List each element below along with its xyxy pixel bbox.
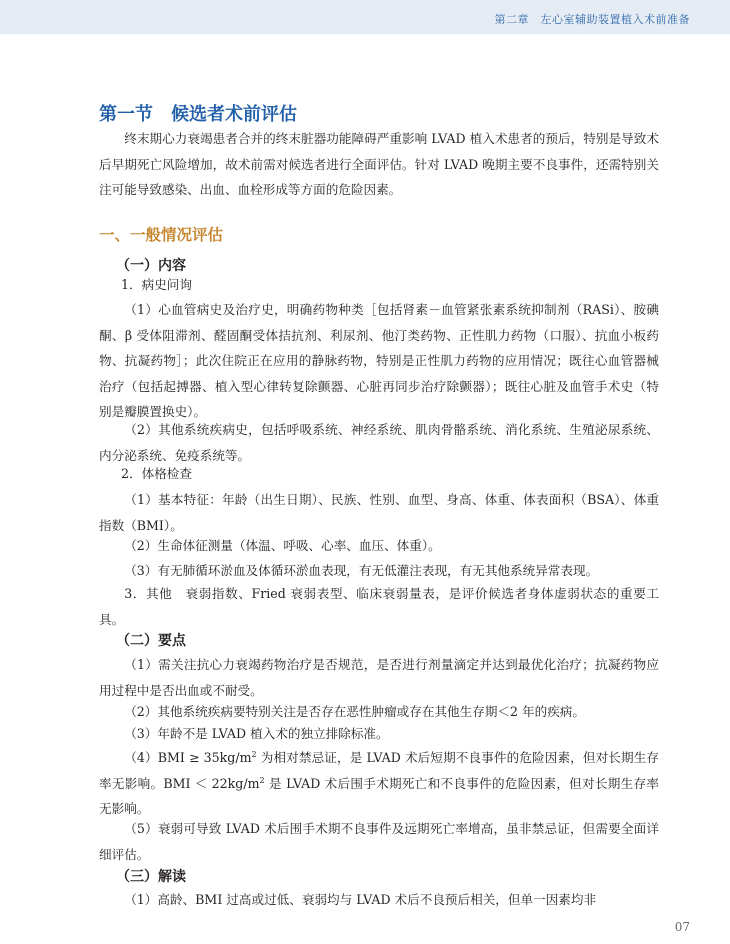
- keypoint-4-text-c: 是 LVAD 术后围手术期死亡和不良事件的危险因素，但对长期生存率无影响。: [99, 775, 659, 816]
- running-header: [0, 0, 730, 34]
- heading-interpretation: （三）解读: [116, 869, 186, 885]
- keypoint-4: [99, 745, 659, 822]
- keypoint-4-text-a: （4）BMI ≥ 35kg/m: [124, 750, 252, 765]
- exam-paragraph-2: （2）生命体征测量（体温、呼吸、心率、血压、体重）。: [124, 538, 441, 553]
- keypoint-3: （3）年龄不是 LVAD 植入术的独立排除标准。: [124, 726, 389, 741]
- heading-keypoints: （二）要点: [116, 633, 186, 649]
- exam-label: 2．体格检查: [121, 466, 192, 481]
- history-label: 1．病史问询: [121, 277, 192, 292]
- chapter-title: 第二章 左心室辅助装置植入术前准备: [494, 13, 690, 26]
- history-paragraph-1: （1）心血管病史及治疗史，明确药物种类［包括肾素－血管紧张素系统抑制剂（RASi）、胺碘酮、β 受体阻滞剂、醛固酮受体拮抗剂、利尿剂、他汀类药物、正性肌力药物（口服）、抗血小板药物、抗凝药物］；此次住院正在应用的静脉药物，特别是正性肌力药物的应用情况；既往心血管器械治疗（包括起搏器、植入型心律转复除颤器、心脏再同步治疗除颤器）；既往心脏及血管手术史（特别是瓣膜置换史）。: [99, 302, 659, 419]
- history-paragraph-2: （2）其他系统疾病史，包括呼吸系统、神经系统、肌肉骨骼系统、消化系统、生殖泌尿系统、内分泌系统、免疫系统等。: [99, 422, 659, 463]
- heading-content: （一）内容: [116, 258, 186, 274]
- other-tools-paragraph: 3．其他 衰弱指数、Fried 衰弱表型、临床衰弱量表，是评价候选者身体虚弱状态的重要工具。: [99, 586, 659, 627]
- intro-paragraph: 终末期心力衰竭患者合并的终末脏器功能障碍严重影响 LVAD 植入术患者的预后，特别是导致术后早期死亡风险增加，故术前需对候选者进行全面评估。针对 LVAD 晚期主要不良事件，还需特别关注可能导致感染、出血、血栓形成等方面的危险因素。: [99, 131, 659, 197]
- exam-paragraph-3: （3）有无肺循环淤血及体循环淤血表现，有无低灌注表现，有无其他系统异常表现。: [124, 563, 599, 578]
- heading-general-assessment: 一、一般情况评估: [99, 226, 224, 244]
- page-number: 07: [674, 920, 690, 934]
- superscript: 2: [251, 749, 257, 759]
- keypoint-2: （2）其他系统疾病要特别关注是否存在恶性肿瘤或存在其他生存期＜2 年的疾病。: [124, 704, 585, 719]
- keypoint-5: （5）衰弱可导致 LVAD 术后围手术期不良事件及远期死亡率增高，虽非禁忌证，但需要全面详细评估。: [99, 821, 659, 862]
- exam-paragraph-1: （1）基本特征：年龄（出生日期）、民族、性别、血型、身高、体重、体表面积（BSA）、体重指数（BMI）。: [99, 492, 659, 533]
- section-title: 第一节 候选者术前评估: [99, 104, 297, 125]
- interpretation-1: （1）高龄、BMI 过高或过低、衰弱均与 LVAD 术后不良预后相关，但单一因素均非: [124, 892, 597, 907]
- superscript: 2: [259, 775, 265, 785]
- keypoint-1: （1）需关注抗心力衰竭药物治疗是否规范，是否进行剂量滴定并达到最优化治疗；抗凝药物应用过程中是否出血或不耐受。: [99, 657, 659, 698]
- keypoint-4-text-b: 为相对禁忌证，是 LVAD 术后短期不良事件的危险因素，但对长期生存率无影响。BMI ＜ 22kg/m: [99, 750, 659, 791]
